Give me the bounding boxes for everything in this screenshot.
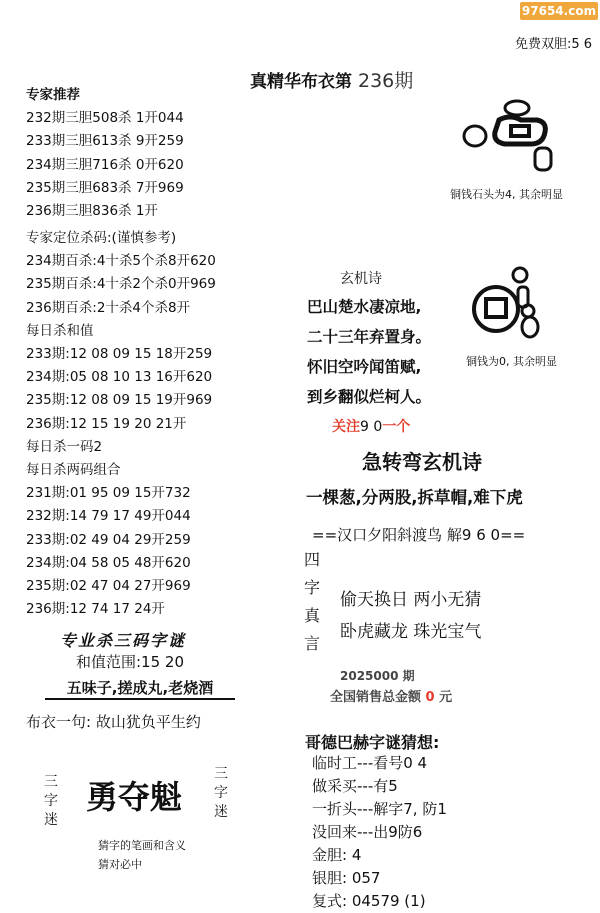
expert-line: 234期三胆716杀 0开620: [26, 156, 184, 173]
title-issue: 236期: [358, 70, 414, 92]
kill-two-line: 231期:01 95 09 15开732: [26, 485, 191, 502]
kill-code-section: [26, 227, 216, 621]
kill-two-line: 235期:02 47 04 27开969: [26, 578, 191, 595]
three-riddle-left: 三字迷: [44, 774, 58, 828]
free-double: 免费双胆:5 6: [514, 37, 592, 52]
buyi-saying: 布衣一句: 故山犹负平生约: [26, 713, 201, 731]
pro-boxed-answer: 五味子,搓成丸,老烧酒: [45, 678, 235, 700]
three-riddle-hints: [98, 836, 186, 874]
kill-one: 每日杀一码2: [26, 438, 103, 455]
sales-unit: 元: [439, 690, 453, 705]
expert-heading: 专家推荐: [26, 87, 80, 103]
coin-shape: [474, 287, 518, 331]
coin-hole: [486, 299, 506, 317]
stone-shape: [505, 101, 529, 115]
kill-two-line: 234期:04 58 05 48开620: [26, 554, 191, 571]
four-char-vertical: 四字真言: [304, 550, 321, 653]
expert-line: 236期三胆836杀 1开: [26, 203, 158, 220]
kill-two-line: 236期:12 74 17 24开: [26, 601, 165, 618]
sum-kill-line: 236期:12 15 19 20 21开: [26, 415, 187, 432]
coin-stone-drawing: [455, 92, 565, 174]
kill-code-line: 234期百杀:4十杀5个杀8开620: [26, 253, 216, 270]
sum-kill-line: 235期:12 08 09 15 19开969: [26, 392, 213, 409]
hint-line: 猜字的笔画和含义: [98, 839, 186, 852]
three-riddle-right: 三字迷: [214, 766, 228, 820]
goldbach-line: 金胆: 4: [312, 846, 362, 864]
goldbach-line: 做采买---有5: [312, 777, 398, 795]
kill-code-line: 235期百杀:4十杀2个杀0开969: [26, 276, 216, 293]
page-title: [250, 66, 413, 93]
goldbach-title: 哥德巴赫字谜猜想:: [305, 733, 440, 752]
kill-two-line: 233期:02 49 04 29开259: [26, 531, 191, 548]
pro-range: 和值范围:15 20: [76, 653, 184, 671]
sales-amount: 0: [425, 690, 435, 705]
hint-line: 猜对必中: [98, 858, 142, 871]
coin-caption-1: 铜钱石头为4, 其余明显: [450, 188, 563, 201]
kill-two-line: 232期:14 79 17 49开044: [26, 508, 191, 525]
coin-hole: [511, 126, 529, 136]
coin-caption-2: 铜钱为0, 其余明显: [466, 355, 557, 368]
poem-line: 到乡翻似烂柯人。: [307, 388, 432, 406]
sales-label: 全国销售总金额: [330, 690, 422, 705]
pro-riddle-title: 专业杀三码字谜: [60, 631, 187, 650]
kill-code-line: 236期百杀:2十杀4个杀8开: [26, 299, 191, 316]
sum-kill-line: 234期:05 08 10 13 16开620: [26, 369, 213, 386]
zero-shape: [522, 317, 538, 337]
poem-line: 二十三年弃置身。: [307, 328, 432, 346]
title-text: 真精华布衣第: [250, 72, 352, 92]
three-riddle-big: 勇夺魁: [86, 778, 183, 816]
poem-body: [307, 292, 431, 412]
expert-line: 232期三胆508杀 1开044: [26, 110, 184, 127]
sales-issue: 2025000 期: [340, 669, 415, 683]
watermark-badge: 97654.com: [521, 4, 597, 18]
idiom-line: 偷天换日 两小无猜: [340, 590, 482, 610]
goldbach-line: 银胆: 057: [312, 869, 381, 887]
expert-line: 235期三胆683杀 7开969: [26, 179, 184, 196]
follow-mid: 9 0: [360, 419, 383, 435]
follow-suffix: 一个: [382, 419, 411, 435]
follow-prefix: 关注: [332, 419, 360, 435]
goldbach-line: 一折头---解字7, 防1: [312, 800, 447, 818]
coin-shape: [495, 117, 546, 144]
goldbach-line: 复式: 04579 (1): [312, 892, 426, 910]
poem-line: 巴山楚水凄凉地,: [307, 298, 422, 316]
poem-heading: 玄机诗: [340, 271, 382, 287]
kill-code-heading: 专家定位杀码:(谨慎参考): [26, 230, 177, 246]
expert-line: 233期三胆613杀 9开259: [26, 133, 184, 150]
follow-line: [332, 416, 410, 436]
small-circle: [522, 305, 534, 317]
goldbach-lines: [312, 752, 447, 913]
goldbach-line: 没回来---出9防6: [312, 823, 423, 841]
riddle-poem-title: 急转弯玄机诗: [362, 450, 482, 474]
riddle-line: 一棵葱,分两股,拆草帽,难下虎: [306, 488, 523, 507]
zero-shape: [535, 148, 551, 170]
poem-line: 怀旧空吟闻笛赋,: [307, 358, 422, 376]
sum-kill-line: 233期:12 08 09 15 18开259: [26, 346, 213, 363]
goldbach-line: 临时工---看号0 4: [312, 754, 428, 772]
kill-two-heading: 每日杀两码组合: [26, 462, 121, 479]
eq-line: ==汉口夕阳斜渡鸟 解9 6 0==: [312, 526, 526, 544]
idiom-line: 卧虎藏龙 珠光宝气: [340, 622, 482, 642]
expert-section: [26, 84, 184, 223]
circle-shape: [464, 126, 486, 146]
idioms: [340, 584, 481, 648]
small-circle: [513, 268, 527, 282]
sales-total: [330, 686, 452, 705]
coin-zero-drawing: [470, 265, 550, 347]
sum-kill-heading: 每日杀和值: [26, 322, 94, 339]
